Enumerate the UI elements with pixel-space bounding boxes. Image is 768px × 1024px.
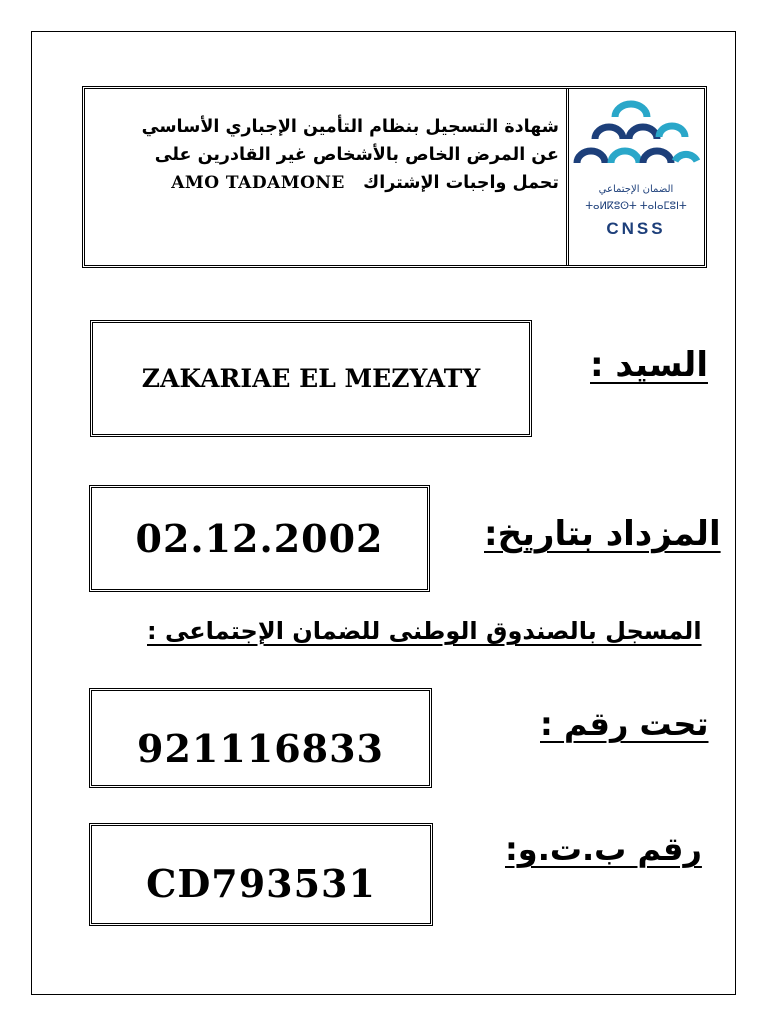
header-title — [95, 113, 559, 197]
registration-number-label: تحت رقم : — [540, 705, 709, 743]
national-id-value: CD793531 — [146, 861, 376, 906]
header-divider — [566, 89, 569, 265]
header-title-line-3-arabic: تحمل واجبات الإشتراك — [363, 173, 559, 193]
name-value-box — [90, 320, 532, 437]
name-value: ZAKARIAE EL MEZYATY — [141, 364, 481, 393]
cnss-logo — [571, 97, 701, 257]
national-id-box — [89, 823, 433, 926]
logo-arabic-name: الضمان الإجتماعي — [598, 184, 674, 195]
birth-date-label: المزداد بتاريخ: — [484, 514, 721, 554]
header-title-line-2: عن المرض الخاص بالأشخاص غير القادرين على — [154, 145, 559, 165]
registration-number-box — [89, 688, 432, 788]
name-label: السيد : — [590, 345, 708, 385]
logo-abbreviation: CNSS — [606, 219, 666, 238]
registration-number-value: 921116833 — [137, 725, 384, 771]
header-title-line-3 — [95, 169, 559, 197]
header-program-name: AMO TADAMONE — [171, 173, 345, 193]
cnss-arches-icon — [571, 97, 701, 187]
birth-date-box — [89, 485, 430, 592]
logo-tifinagh-name: ⵜⴰⵍⴽⵓⵙⵜ ⵜⴰⵏⴰⵎⵓⵏⵜ — [585, 201, 687, 212]
certificate-header — [82, 86, 707, 268]
birth-date-value: 02.12.2002 — [135, 516, 384, 561]
header-title-line-1: شهادة التسجيل بنظام التأمين الإجباري الأساسي — [141, 117, 559, 137]
national-id-label: رقم ب.ت.و: — [505, 830, 702, 868]
registration-statement: المسجل بالصندوق الوطنى للضمان الإجتماعى : — [147, 617, 702, 645]
